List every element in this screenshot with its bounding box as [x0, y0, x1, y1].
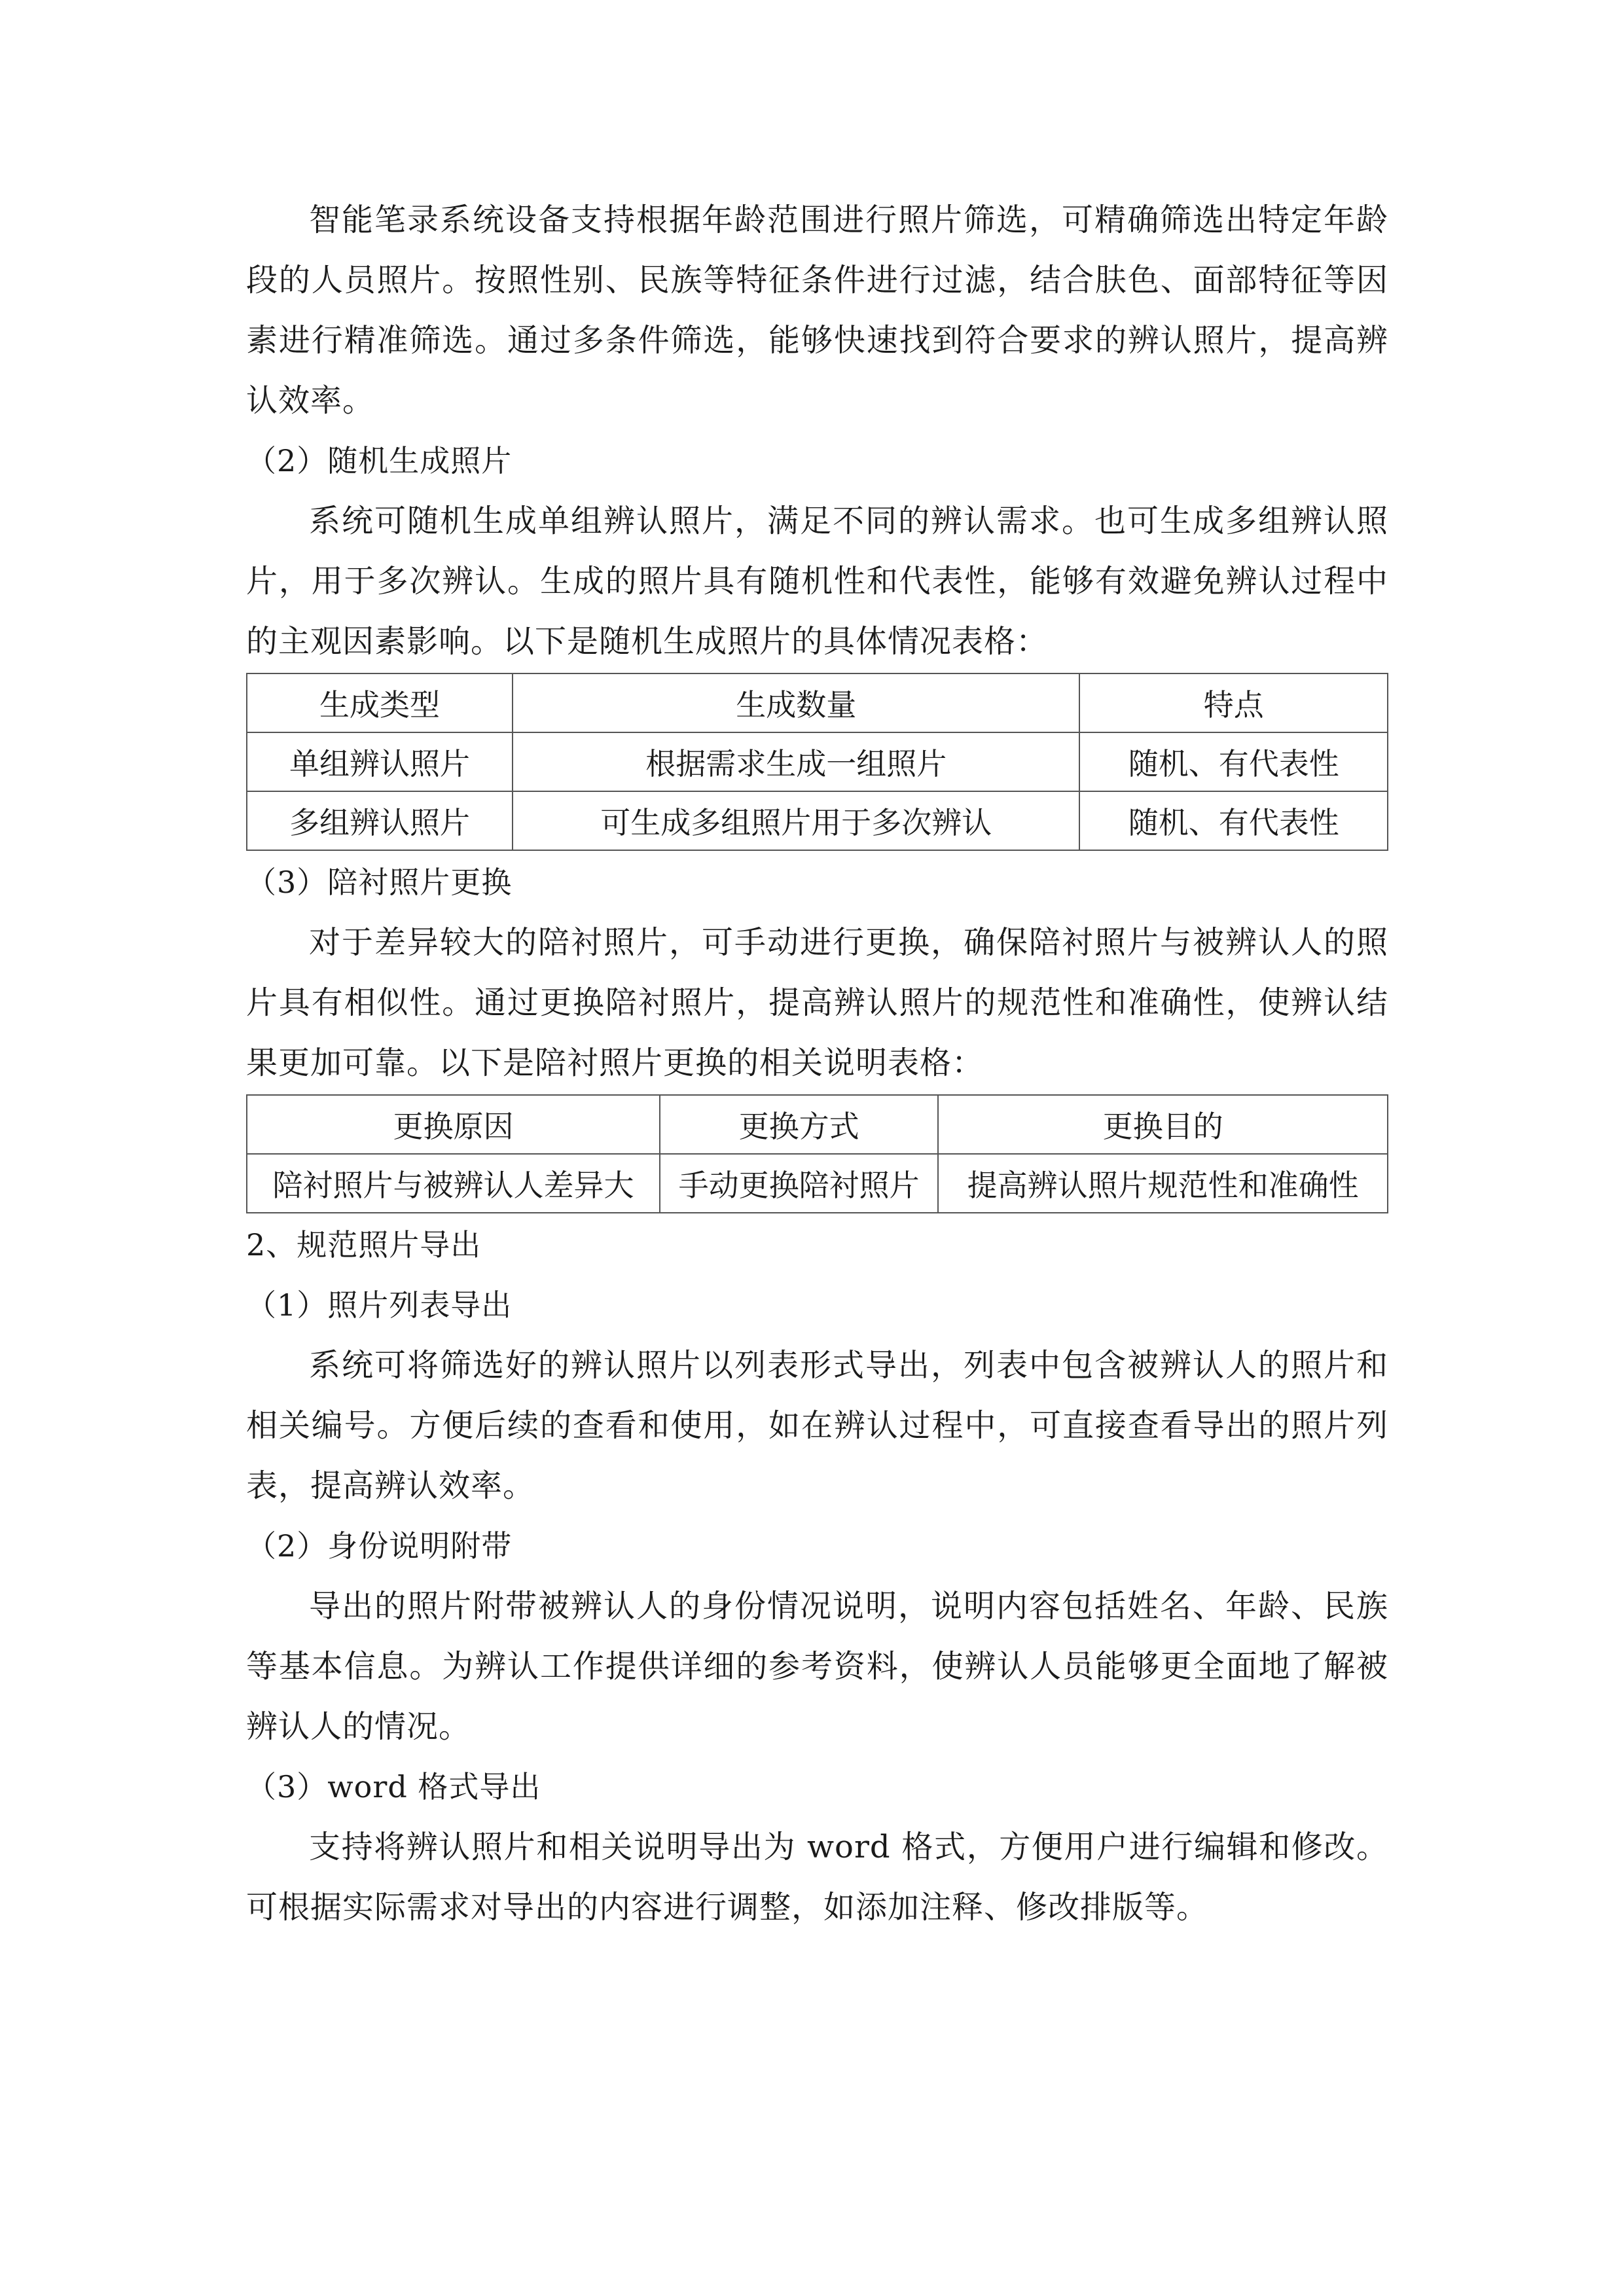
table-cell: 提高辨认照片规范性和准确性 [938, 1154, 1388, 1213]
table-cell: 可生成多组照片用于多次辨认 [513, 791, 1079, 850]
table-cell: 随机、有代表性 [1079, 732, 1388, 791]
table-random-generate [246, 673, 1388, 851]
paragraph-replace-photo: 对于差异较大的陪衬照片，可手动进行更换，确保陪衬照片与被辨认人的照片具有相似性。通过更换陪衬照片，提高辨认照片的规范性和准确性，使辨认结果更加可靠。以下是陪衬照片更换的相关说明表格： [246, 924, 1388, 1081]
table-header-cell: 更换原因 [247, 1095, 660, 1154]
heading-random-generate: （2）随机生成照片 [246, 443, 513, 478]
table-cell: 单组辨认照片 [247, 732, 513, 791]
document-page [246, 190, 1388, 1937]
table-row [247, 791, 1388, 850]
table-cell: 多组辨认照片 [247, 791, 513, 850]
table-cell: 陪衬照片与被辨认人差异大 [247, 1154, 660, 1213]
table-row [247, 732, 1388, 791]
table-cell: 手动更换陪衬照片 [660, 1154, 938, 1213]
heading-list-export: （1）照片列表导出 [246, 1287, 513, 1323]
table-row [247, 1154, 1388, 1213]
table-header-row [247, 673, 1388, 732]
table-replace-photo [246, 1094, 1388, 1213]
table-header-row [247, 1095, 1388, 1154]
table-header-cell: 生成类型 [247, 673, 513, 732]
paragraph-word-export: 支持将辨认照片和相关说明导出为 word 格式，方便用户进行编辑和修改。可根据实际需求对导出的内容进行调整，如添加注释、修改排版等。 [246, 1829, 1388, 1926]
heading-identity: （2）身份说明附带 [246, 1528, 513, 1564]
paragraph-filter: 智能笔录系统设备支持根据年龄范围进行照片筛选，可精确筛选出特定年龄段的人员照片。按照性别、民族等特征条件进行过滤，结合肤色、面部特征等因素进行精准筛选。通过多条件筛选，能够快速找到符合要求的辨认照片，提高辨认效率。 [246, 202, 1388, 419]
table-header-cell: 更换目的 [938, 1095, 1388, 1154]
heading-export: 2、规范照片导出 [246, 1227, 482, 1263]
table-header-cell: 更换方式 [660, 1095, 938, 1154]
heading-replace-photo: （3）陪衬照片更换 [246, 865, 513, 900]
paragraph-random-generate: 系统可随机生成单组辨认照片，满足不同的辨认需求。也可生成多组辨认照片，用于多次辨认。生成的照片具有随机性和代表性，能够有效避免辨认过程中的主观因素影响。以下是随机生成照片的具体情况表格： [246, 503, 1388, 660]
table-header-cell: 特点 [1079, 673, 1388, 732]
paragraph-identity: 导出的照片附带被辨认人的身份情况说明，说明内容包括姓名、年龄、民族等基本信息。为辨认工作提供详细的参考资料，使辨认人员能够更全面地了解被辨认人的情况。 [246, 1588, 1388, 1745]
table-cell: 根据需求生成一组照片 [513, 732, 1079, 791]
paragraph-list-export: 系统可将筛选好的辨认照片以列表形式导出，列表中包含被辨认人的照片和相关编号。方便后续的查看和使用，如在辨认过程中，可直接查看导出的照片列表，提高辨认效率。 [246, 1347, 1388, 1504]
table-cell: 随机、有代表性 [1079, 791, 1388, 850]
table-header-cell: 生成数量 [513, 673, 1079, 732]
heading-word-export: （3）word 格式导出 [246, 1769, 541, 1804]
